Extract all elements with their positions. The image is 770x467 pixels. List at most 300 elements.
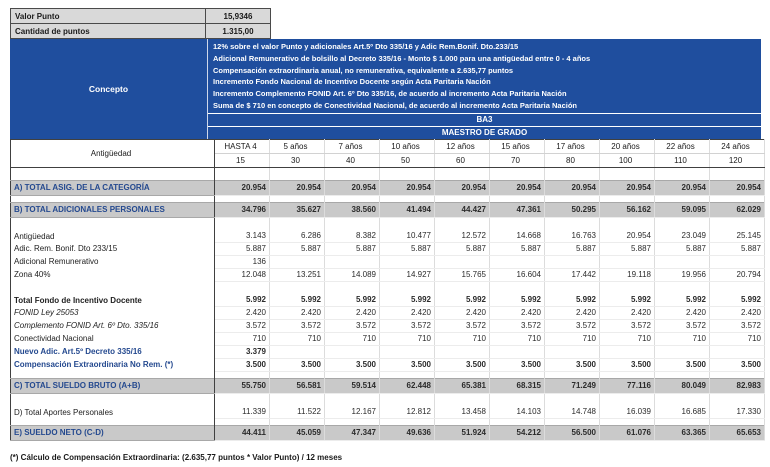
value-cell: 12.812 xyxy=(380,406,435,419)
value-cell: 710 xyxy=(380,332,435,345)
value-cell: 20.954 xyxy=(270,180,325,195)
value-cell xyxy=(435,345,490,358)
spacer-cell xyxy=(215,281,270,294)
footnote: (*) Cálculo de Compensación Extraordinaria: (2.635,77 puntos * Valor Punto) / 12 meses xyxy=(10,452,343,462)
antiguedad-header: Antigüedad xyxy=(11,139,215,167)
spacer-cell xyxy=(710,393,765,406)
table-row xyxy=(11,406,765,419)
value-cell: 2.420 xyxy=(490,306,545,319)
table-row xyxy=(11,230,765,243)
table-row xyxy=(11,319,765,332)
spacer-cell xyxy=(215,195,270,202)
concepto-line: Adicional Remunerativo de bolsillo al Decreto 335/16 - Monto $ 1.000 para una antigüedad entre 0 - 4 años xyxy=(213,53,591,63)
spacer-cell xyxy=(655,393,710,406)
value-cell: 710 xyxy=(270,332,325,345)
value-cell: 5.992 xyxy=(600,294,655,307)
value-cell xyxy=(490,345,545,358)
table-row xyxy=(11,180,765,195)
value-cell: 20.954 xyxy=(545,180,600,195)
value-cell xyxy=(435,255,490,268)
spacer-cell xyxy=(490,195,545,202)
value-cell: 5.887 xyxy=(215,242,270,255)
value-cell: 19.118 xyxy=(600,268,655,281)
spacer-row xyxy=(11,371,765,378)
spacer-cell xyxy=(545,195,600,202)
value-cell: 710 xyxy=(325,332,380,345)
spacer-cell xyxy=(435,393,490,406)
value-cell: 35.627 xyxy=(270,202,325,217)
value-cell: 710 xyxy=(600,332,655,345)
points-header-cell: 70 xyxy=(490,153,545,167)
concepto-line: Incremento Fondo Nacional de Incentivo Docente según Acta Paritaria Nación xyxy=(213,77,491,87)
spacer-row xyxy=(11,195,765,202)
main-table-body xyxy=(11,139,765,440)
value-cell: 5.887 xyxy=(270,242,325,255)
row-label: D) Total Aportes Personales xyxy=(11,406,215,419)
spacer-cell xyxy=(270,371,325,378)
spacer-cell xyxy=(545,393,600,406)
value-cell: 2.420 xyxy=(710,306,765,319)
value-cell: 11.339 xyxy=(215,406,270,419)
value-cell: 710 xyxy=(435,332,490,345)
value-cell: 136 xyxy=(215,255,270,268)
spacer-cell xyxy=(545,281,600,294)
row-label: Total Fondo de Incentivo Docente xyxy=(11,294,215,307)
spacer-cell xyxy=(600,281,655,294)
value-cell: 710 xyxy=(710,332,765,345)
points-header-cell: 80 xyxy=(545,153,600,167)
spacer-row xyxy=(11,281,765,294)
spacer-cell xyxy=(11,217,215,230)
spacer-cell xyxy=(490,418,545,425)
value-cell: 3.500 xyxy=(270,358,325,371)
value-cell: 23.049 xyxy=(655,230,710,243)
spacer-cell xyxy=(600,217,655,230)
row-label: FONID Ley 25053 xyxy=(11,306,215,319)
value-cell: 5.887 xyxy=(490,242,545,255)
spacer-cell xyxy=(270,195,325,202)
value-cell: 12.048 xyxy=(215,268,270,281)
category-header-ba3: BA3 xyxy=(208,113,761,126)
row-label: Antigüedad xyxy=(11,230,215,243)
value-cell: 49.636 xyxy=(380,425,435,440)
value-cell: 63.365 xyxy=(655,425,710,440)
value-cell: 17.442 xyxy=(545,268,600,281)
spacer-cell xyxy=(11,167,215,180)
value-cell: 6.286 xyxy=(270,230,325,243)
value-cell: 5.992 xyxy=(545,294,600,307)
spacer-cell xyxy=(270,217,325,230)
value-cell xyxy=(655,345,710,358)
value-cell: 3.500 xyxy=(215,358,270,371)
year-column-header: HASTA 4 xyxy=(215,139,270,153)
row-label: Adic. Rem. Bonif. Dto 233/15 xyxy=(11,242,215,255)
value-cell: 2.420 xyxy=(435,306,490,319)
value-cell xyxy=(380,255,435,268)
spacer-cell xyxy=(545,167,600,180)
value-cell: 710 xyxy=(215,332,270,345)
value-cell: 47.361 xyxy=(490,202,545,217)
spacer-cell xyxy=(270,167,325,180)
value-cell xyxy=(490,255,545,268)
value-cell xyxy=(600,255,655,268)
value-cell xyxy=(545,255,600,268)
spacer-cell xyxy=(270,393,325,406)
spacer-cell xyxy=(435,371,490,378)
concepto-lines xyxy=(208,39,761,113)
value-cell xyxy=(710,255,765,268)
value-cell: 12.572 xyxy=(435,230,490,243)
value-cell: 20.954 xyxy=(380,180,435,195)
table-row xyxy=(11,202,765,217)
value-cell: 20.954 xyxy=(600,230,655,243)
value-cell: 34.796 xyxy=(215,202,270,217)
points-header-cell: 30 xyxy=(270,153,325,167)
spacer-row xyxy=(11,418,765,425)
value-cell: 3.500 xyxy=(545,358,600,371)
spacer-cell xyxy=(380,195,435,202)
spacer-cell xyxy=(380,371,435,378)
year-column-header: 15 años xyxy=(490,139,545,153)
spacer-cell xyxy=(490,393,545,406)
value-cell: 3.500 xyxy=(325,358,380,371)
cantidad-puntos-label: Cantidad de puntos xyxy=(11,24,206,39)
value-cell: 14.103 xyxy=(490,406,545,419)
value-cell: 3.572 xyxy=(270,319,325,332)
value-cell: 5.887 xyxy=(655,242,710,255)
table-row xyxy=(11,306,765,319)
value-cell: 59.095 xyxy=(655,202,710,217)
value-cell: 51.924 xyxy=(435,425,490,440)
value-cell: 5.992 xyxy=(710,294,765,307)
value-cell: 56.162 xyxy=(600,202,655,217)
spacer-cell xyxy=(215,371,270,378)
value-cell: 3.500 xyxy=(435,358,490,371)
row-label: A) TOTAL ASIG. DE LA CATEGORÍA xyxy=(11,180,215,195)
spacer-cell xyxy=(710,195,765,202)
value-cell: 5.992 xyxy=(380,294,435,307)
spacer-cell xyxy=(600,167,655,180)
value-cell xyxy=(270,345,325,358)
value-cell: 16.763 xyxy=(545,230,600,243)
value-cell: 56.500 xyxy=(545,425,600,440)
spacer-cell xyxy=(435,281,490,294)
points-header-cell: 120 xyxy=(710,153,765,167)
value-cell xyxy=(270,255,325,268)
value-cell: 3.572 xyxy=(215,319,270,332)
spacer-cell xyxy=(710,418,765,425)
value-cell: 14.927 xyxy=(380,268,435,281)
row-label: Adicional Remunerativo xyxy=(11,255,215,268)
value-cell: 3.572 xyxy=(655,319,710,332)
spacer-cell xyxy=(435,418,490,425)
value-cell: 20.954 xyxy=(710,180,765,195)
table-row xyxy=(11,345,765,358)
params-table xyxy=(10,8,271,39)
value-cell: 47.347 xyxy=(325,425,380,440)
value-cell: 50.295 xyxy=(545,202,600,217)
value-cell: 5.992 xyxy=(490,294,545,307)
value-cell: 5.992 xyxy=(270,294,325,307)
value-cell: 3.500 xyxy=(490,358,545,371)
value-cell: 2.420 xyxy=(215,306,270,319)
value-cell: 62.029 xyxy=(710,202,765,217)
spacer-cell xyxy=(380,167,435,180)
value-cell: 5.887 xyxy=(435,242,490,255)
value-cell: 11.522 xyxy=(270,406,325,419)
value-cell xyxy=(325,255,380,268)
spacer-row xyxy=(11,393,765,406)
spacer-cell xyxy=(710,281,765,294)
spacer-cell xyxy=(11,371,215,378)
spacer-cell xyxy=(600,195,655,202)
value-cell: 5.887 xyxy=(545,242,600,255)
year-column-header: 22 años xyxy=(655,139,710,153)
spacer-cell xyxy=(655,418,710,425)
value-cell: 5.992 xyxy=(655,294,710,307)
spacer-cell xyxy=(490,217,545,230)
value-cell xyxy=(655,255,710,268)
spacer-row xyxy=(11,217,765,230)
row-label: Compensación Extraordinaria No Rem. (*) xyxy=(11,358,215,371)
value-cell xyxy=(710,345,765,358)
value-cell: 20.794 xyxy=(710,268,765,281)
value-cell: 3.572 xyxy=(600,319,655,332)
value-cell: 56.581 xyxy=(270,378,325,393)
spacer-cell xyxy=(270,281,325,294)
points-header-cell: 15 xyxy=(215,153,270,167)
table-row xyxy=(11,255,765,268)
spacer-cell xyxy=(435,167,490,180)
value-cell: 3.572 xyxy=(490,319,545,332)
value-cell: 5.887 xyxy=(710,242,765,255)
spacer-row xyxy=(11,167,765,180)
spacer-cell xyxy=(490,371,545,378)
table-row xyxy=(11,242,765,255)
table-row xyxy=(11,294,765,307)
value-cell: 10.477 xyxy=(380,230,435,243)
valor-punto-value: 15,9346 xyxy=(206,9,271,24)
value-cell: 16.604 xyxy=(490,268,545,281)
value-cell: 20.954 xyxy=(435,180,490,195)
points-header-cell: 50 xyxy=(380,153,435,167)
value-cell: 14.748 xyxy=(545,406,600,419)
spacer-cell xyxy=(655,217,710,230)
spacer-cell xyxy=(11,281,215,294)
spacer-cell xyxy=(215,167,270,180)
spacer-cell xyxy=(325,281,380,294)
spacer-cell xyxy=(435,217,490,230)
value-cell: 710 xyxy=(655,332,710,345)
value-cell: 710 xyxy=(490,332,545,345)
value-cell: 38.560 xyxy=(325,202,380,217)
spacer-cell xyxy=(490,167,545,180)
value-cell xyxy=(325,345,380,358)
value-cell: 3.572 xyxy=(545,319,600,332)
row-label: B) TOTAL ADICIONALES PERSONALES xyxy=(11,202,215,217)
spacer-cell xyxy=(490,281,545,294)
concepto-line: Compensación extraordinaria anual, no remunerativa, equivalente a 2.635,77 puntos xyxy=(213,65,514,75)
spacer-cell xyxy=(545,418,600,425)
header-row-years xyxy=(11,139,765,153)
concepto-line: Incremento Complemento FONID Art. 6º Dto 335/16, de acuerdo al incremento Acta Paritaria Nación xyxy=(213,89,567,99)
value-cell: 71.249 xyxy=(545,378,600,393)
value-cell: 5.887 xyxy=(600,242,655,255)
spacer-cell xyxy=(380,281,435,294)
value-cell: 80.049 xyxy=(655,378,710,393)
points-header-cell: 110 xyxy=(655,153,710,167)
points-header-cell: 60 xyxy=(435,153,490,167)
value-cell: 20.954 xyxy=(600,180,655,195)
value-cell: 25.145 xyxy=(710,230,765,243)
concepto-line: Suma de $ 710 en concepto de Conectividad Nacional, de acuerdo al incremento Acta Paritaria Nación xyxy=(213,100,578,110)
value-cell: 20.954 xyxy=(655,180,710,195)
value-cell xyxy=(545,345,600,358)
value-cell: 45.059 xyxy=(270,425,325,440)
spacer-cell xyxy=(655,371,710,378)
spacer-cell xyxy=(325,167,380,180)
cantidad-puntos-value: 1.315,00 xyxy=(206,24,271,39)
spacer-cell xyxy=(325,217,380,230)
spacer-cell xyxy=(270,418,325,425)
table-row xyxy=(11,378,765,393)
row-label: E) SUELDO NETO (C-D) xyxy=(11,425,215,440)
spacer-cell xyxy=(710,217,765,230)
table-row xyxy=(11,358,765,371)
value-cell: 5.992 xyxy=(325,294,380,307)
value-cell: 13.251 xyxy=(270,268,325,281)
value-cell: 3.500 xyxy=(380,358,435,371)
spacer-cell xyxy=(600,393,655,406)
value-cell xyxy=(600,345,655,358)
year-column-header: 12 años xyxy=(435,139,490,153)
value-cell: 59.514 xyxy=(325,378,380,393)
value-cell: 14.668 xyxy=(490,230,545,243)
spacer-cell xyxy=(215,217,270,230)
valor-punto-label: Valor Punto xyxy=(11,9,206,24)
value-cell: 2.420 xyxy=(600,306,655,319)
year-column-header: 24 años xyxy=(710,139,765,153)
value-cell: 14.089 xyxy=(325,268,380,281)
concepto-block xyxy=(10,39,761,139)
value-cell: 3.500 xyxy=(600,358,655,371)
year-column-header: 17 años xyxy=(545,139,600,153)
value-cell: 5.887 xyxy=(325,242,380,255)
value-cell: 61.076 xyxy=(600,425,655,440)
value-cell: 41.494 xyxy=(380,202,435,217)
spacer-cell xyxy=(545,371,600,378)
value-cell: 68.315 xyxy=(490,378,545,393)
param-row-cantidad-puntos xyxy=(11,24,271,39)
spacer-cell xyxy=(600,371,655,378)
value-cell: 19.956 xyxy=(655,268,710,281)
value-cell: 3.500 xyxy=(655,358,710,371)
salary-table xyxy=(10,139,765,441)
value-cell: 65.381 xyxy=(435,378,490,393)
concepto-line: 12% sobre el valor Punto y adicionales Art.5º Dto 335/16 y Adic Rem.Bonif. Dto.233/15 xyxy=(213,42,519,51)
value-cell: 2.420 xyxy=(655,306,710,319)
value-cell: 54.212 xyxy=(490,425,545,440)
spacer-cell xyxy=(215,418,270,425)
spacer-cell xyxy=(325,371,380,378)
spacer-cell xyxy=(545,217,600,230)
spacer-cell xyxy=(325,418,380,425)
value-cell: 3.500 xyxy=(710,358,765,371)
value-cell: 12.167 xyxy=(325,406,380,419)
spacer-cell xyxy=(435,195,490,202)
table-row xyxy=(11,425,765,440)
value-cell: 5.992 xyxy=(435,294,490,307)
spacer-cell xyxy=(380,393,435,406)
value-cell: 2.420 xyxy=(270,306,325,319)
value-cell: 20.954 xyxy=(215,180,270,195)
value-cell: 13.458 xyxy=(435,406,490,419)
spacer-cell xyxy=(325,393,380,406)
value-cell: 77.116 xyxy=(600,378,655,393)
value-cell: 44.427 xyxy=(435,202,490,217)
spacer-cell xyxy=(380,217,435,230)
spacer-cell xyxy=(600,418,655,425)
value-cell: 82.983 xyxy=(710,378,765,393)
spacer-cell xyxy=(655,167,710,180)
value-cell: 62.448 xyxy=(380,378,435,393)
value-cell: 3.572 xyxy=(325,319,380,332)
value-cell: 55.750 xyxy=(215,378,270,393)
value-cell: 2.420 xyxy=(545,306,600,319)
value-cell: 3.572 xyxy=(380,319,435,332)
value-cell xyxy=(380,345,435,358)
param-row-valor-punto xyxy=(11,9,271,24)
value-cell: 3.572 xyxy=(710,319,765,332)
spacer-cell xyxy=(11,195,215,202)
year-column-header: 20 años xyxy=(600,139,655,153)
row-label: Zona 40% xyxy=(11,268,215,281)
spacer-cell xyxy=(710,371,765,378)
value-cell: 2.420 xyxy=(325,306,380,319)
value-cell: 5.992 xyxy=(215,294,270,307)
value-cell: 16.685 xyxy=(655,406,710,419)
spacer-cell xyxy=(11,393,215,406)
spacer-cell xyxy=(325,195,380,202)
year-column-header: 5 años xyxy=(270,139,325,153)
category-header-maestro: MAESTRO DE GRADO xyxy=(208,126,761,139)
value-cell: 3.572 xyxy=(435,319,490,332)
value-cell: 16.039 xyxy=(600,406,655,419)
value-cell: 3.379 xyxy=(215,345,270,358)
spacer-cell xyxy=(710,167,765,180)
value-cell: 20.954 xyxy=(325,180,380,195)
value-cell: 44.411 xyxy=(215,425,270,440)
row-label: Complemento FONID Art. 6º Dto. 335/16 xyxy=(11,319,215,332)
year-column-header: 7 años xyxy=(325,139,380,153)
year-column-header: 10 años xyxy=(380,139,435,153)
table-row xyxy=(11,268,765,281)
value-cell: 20.954 xyxy=(490,180,545,195)
spacer-cell xyxy=(11,418,215,425)
value-cell: 8.382 xyxy=(325,230,380,243)
points-header-cell: 40 xyxy=(325,153,380,167)
spacer-cell xyxy=(655,195,710,202)
row-label: Nuevo Adic. Art.5º Decreto 335/16 xyxy=(11,345,215,358)
value-cell: 710 xyxy=(545,332,600,345)
value-cell: 3.143 xyxy=(215,230,270,243)
value-cell: 65.653 xyxy=(710,425,765,440)
concepto-content xyxy=(208,39,761,139)
table-row xyxy=(11,332,765,345)
points-header-cell: 100 xyxy=(600,153,655,167)
spacer-cell xyxy=(380,418,435,425)
value-cell: 17.330 xyxy=(710,406,765,419)
